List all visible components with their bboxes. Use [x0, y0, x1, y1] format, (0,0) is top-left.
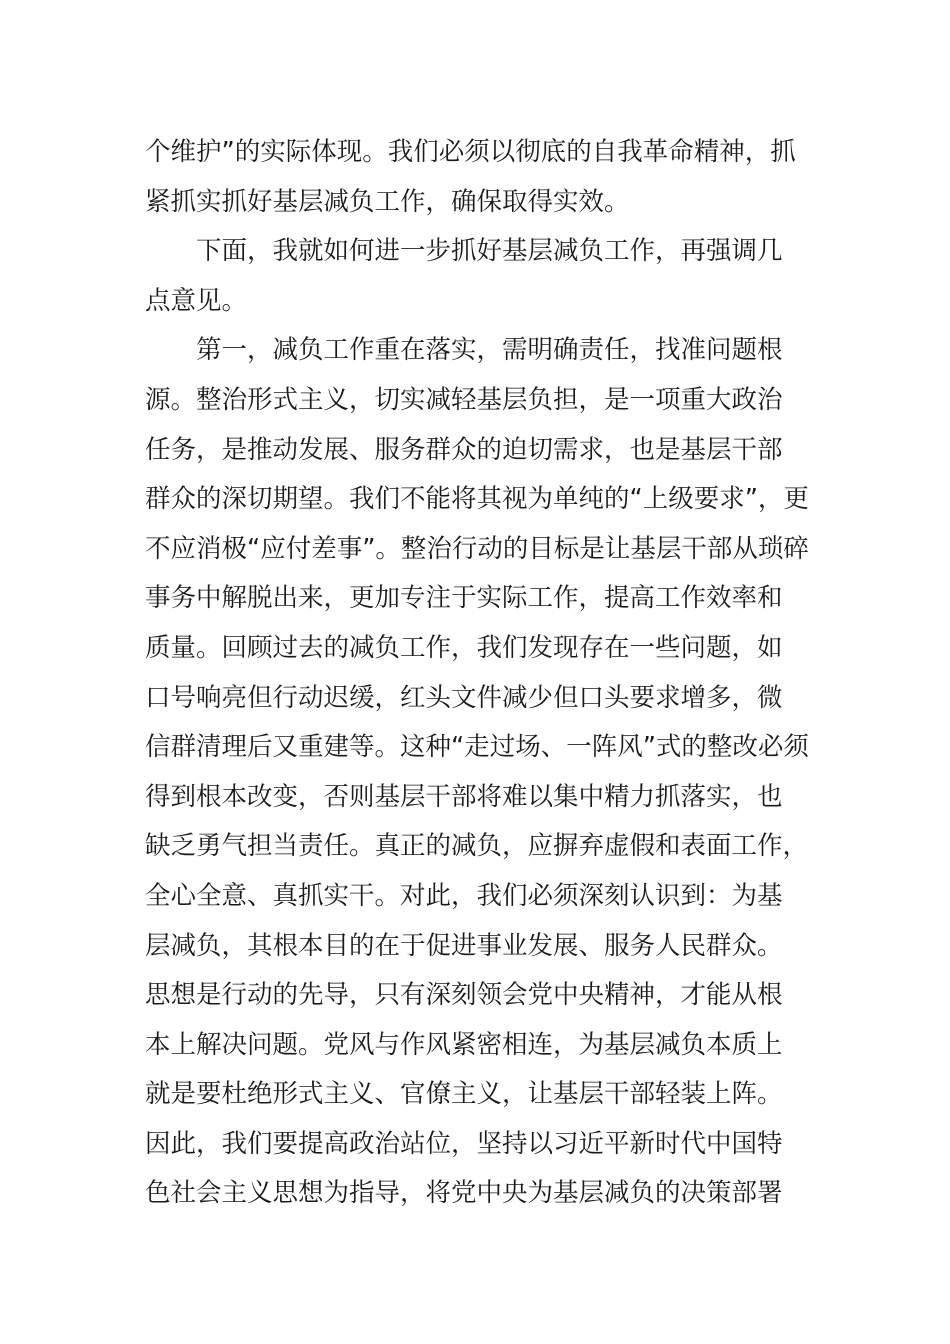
text-line: 本上解决问题。党风与作风紧密相连，为基层减负本质上 [145, 1029, 783, 1060]
text-line: 因此，我们要提高政治站位，坚持以习近平新时代中国特 [145, 1128, 783, 1159]
text-line: 个维护”的实际体现。我们必须以彻底的自我革命精神，抓 [145, 137, 796, 167]
text-line: 缺乏勇气担当责任。真正的减负，应摒弃虚假和表面工作， [145, 831, 809, 862]
text-line: 口号响亮但行动迟缓，红头文件减少但口头要求增多，微 [145, 682, 783, 713]
text-line: 信群清理后又重建等。这种“走过场、一阵风”式的整改必须 [145, 732, 809, 763]
paragraph-1 [145, 128, 805, 227]
text-line: 群众的深切期望。我们不能将其视为单纯的“上级要求”，更 [145, 484, 809, 515]
text-line: 得到根本改变，否则基层干部将难以集中精力抓落实，也 [145, 781, 783, 812]
text-line: 色社会主义思想为指导，将党中央为基层减负的决策部署 [145, 1178, 783, 1209]
text-line: 任务，是推动发展、服务群众的迫切需求，也是基层干部 [145, 434, 783, 465]
text-line: 就是要杜绝形式主义、官僚主义，让基层干部轻装上阵。 [145, 1079, 783, 1110]
text-line: 第一，减负工作重在落实，需明确责任，找准问题根 [196, 335, 783, 366]
text-line: 层减负，其根本目的在于促进事业发展、服务人民群众。 [145, 930, 783, 961]
paragraph-2 [145, 227, 805, 326]
text-line: 事务中解脱出来，更加专注于实际工作，提高工作效率和 [145, 583, 783, 614]
text-line: 思想是行动的先导，只有深刻领会党中央精神，才能从根 [145, 980, 783, 1011]
text-line: 质量。回顾过去的减负工作，我们发现存在一些问题，如 [145, 632, 783, 663]
text-line: 下面，我就如何进一步抓好基层减负工作，再强调几 [196, 236, 783, 267]
text-line: 紧抓实抓好基层减负工作，确保取得实效。 [145, 186, 630, 217]
text-line: 源。整治形式主义，切实减轻基层负担，是一项重大政治 [145, 384, 783, 415]
text-line: 不应消极“应付差事”。整治行动的目标是让基层干部从琐碎 [145, 533, 809, 564]
text-line: 点意见。 [145, 285, 248, 316]
paragraph-3 [145, 326, 809, 1219]
text-line: 全心全意、真抓实干。对此，我们必须深刻认识到：为基 [145, 880, 783, 911]
document-body [145, 128, 809, 1219]
